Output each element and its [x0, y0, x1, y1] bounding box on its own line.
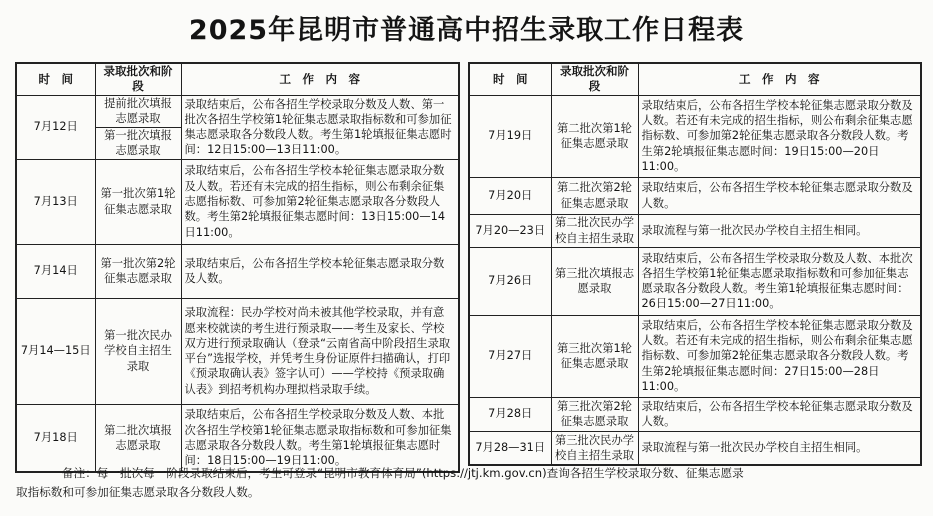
- table-row: [16, 298, 459, 404]
- row-stage: 第二批次民办学校自主招生录取: [551, 214, 638, 247]
- row-time: 7月28—31日: [469, 431, 551, 465]
- row-stage: 第一批次第1轮征集志愿录取: [95, 159, 181, 244]
- page-title: 2025年昆明市普通高中招生录取工作日程表: [188, 15, 745, 46]
- row-time: 7月20日: [469, 177, 551, 214]
- schedule-table-left: [15, 62, 460, 473]
- row-time: 7月12日: [16, 95, 95, 159]
- row-stage: 第三批次民办学校自主招生录取: [551, 431, 638, 465]
- row-time: 7月27日: [469, 315, 551, 397]
- row-content: 录取流程与第一批次民办学校自主招生相同。: [638, 431, 921, 465]
- row-stage: 第三批次填报志愿录取: [551, 247, 638, 315]
- table-row: [469, 315, 921, 397]
- row-time: 7月14—15日: [16, 298, 95, 404]
- row-stage: 提前批次填报志愿录取: [95, 95, 181, 127]
- row-content: 录取结束后，公布各招生学校录取分数及人数、本批次各招生学校第1轮征集志愿录取指标数和可参加征集志愿录取各分数段人数。考生第1轮填报征集志愿时间：18日15:00—19日11:00。: [181, 404, 459, 472]
- row-stage: 第三批次第1轮征集志愿录取: [551, 315, 638, 397]
- row-content: 录取结束后，公布各招生学校本轮征集志愿录取分数及人数。若还有未完成的招生指标，则公布剩余征集志愿指标数、可参加第2轮征集志愿录取各分数段人数。考生第2轮填报征集志愿时间：19日15:00—20日11:00。: [638, 95, 921, 177]
- row-time: 7月20—23日: [469, 214, 551, 247]
- row-content: 录取流程：民办学校对尚未被其他学校录取，并有意愿来校就读的考生进行预录取——考生及家长、学校双方进行预录取确认（登录“云南省高中阶段招生录取平台”选报学校，并凭考生身份证原件扫描确认，打印《预录取确认表》签字认可）——学校持《预录取确认表》到招考机构办理拟档录取手续。: [181, 298, 459, 404]
- table-row: [16, 95, 459, 127]
- schedule-table-right: [468, 62, 922, 466]
- row-stage: 第二批次第2轮征集志愿录取: [551, 177, 638, 214]
- table-row: [16, 244, 459, 298]
- row-stage: 第二批次第1轮征集志愿录取: [551, 95, 638, 177]
- row-stage: 第一批次第2轮征集志愿录取: [95, 244, 181, 298]
- table-row: [469, 95, 921, 177]
- row-content: 录取结束后，公布各招生学校本轮征集志愿录取分数及人数。: [638, 177, 921, 214]
- table-row: [469, 177, 921, 214]
- row-time: 7月26日: [469, 247, 551, 315]
- row-content: 录取结束后，公布各招生学校录取分数及人数、第一批次各招生学校第1轮征集志愿录取指标数和可参加征集志愿录取各分数段人数。考生第1轮填报征集志愿时间：12日15:00—13日11:00。: [181, 95, 459, 159]
- row-content: 录取结束后，公布各招生学校本轮征集志愿录取分数及人数。若还有未完成的招生指标，则公布剩余征集志愿指标数、可参加第2轮征集志愿录取各分数段人数。考生第2轮填报征集志愿时间：13日15:00—14日11:00。: [181, 159, 459, 244]
- table-row: [16, 159, 459, 244]
- row-stage: 第一批次填报志愿录取: [95, 127, 181, 159]
- row-stage: 第一批次民办学校自主招生录取: [95, 298, 181, 404]
- table-header-row: [469, 63, 921, 95]
- row-stage: 第三批次第2轮征集志愿录取: [551, 397, 638, 431]
- header-content: 工 作 内 容: [181, 63, 459, 95]
- table-row: [469, 431, 921, 465]
- row-time: 7月18日: [16, 404, 95, 472]
- row-content: 录取结束后，公布各招生学校录取分数及人数、本批次各招生学校第1轮征集志愿录取指标数和可参加征集志愿录取各分数段人数。考生第1轮填报征集志愿时间：26日15:00—27日11:00。: [638, 247, 921, 315]
- table-row: [16, 404, 459, 472]
- footnote-line-1: 备注：每一批次每一阶段录取结束后，考生可登录“昆明市教育体育局”(https://jtj.km.gov.cn)查询各招生学校录取分数、征集志愿录: [62, 466, 744, 480]
- row-time: 7月19日: [469, 95, 551, 177]
- row-content: 录取结束后，公布各招生学校本轮征集志愿录取分数及人数。: [181, 244, 459, 298]
- table-row: [469, 397, 921, 431]
- table-header-row: [16, 63, 459, 95]
- table-row: [469, 214, 921, 247]
- footnote-line-2: 取指标数和可参加征集志愿录取各分数段人数。: [16, 485, 260, 499]
- header-stage: 录取批次和阶段: [95, 63, 181, 95]
- header-stage: 录取批次和阶段: [551, 63, 638, 95]
- row-time: 7月28日: [469, 397, 551, 431]
- row-stage: 第二批次填报志愿录取: [95, 404, 181, 472]
- row-content: 录取结束后，公布各招生学校本轮征集志愿录取分数及人数。若还有未完成的招生指标，则公布剩余征集志愿指标数、可参加第2轮征集志愿录取各分数段人数。考生第2轮填报征集志愿时间：27日15:00—28日11:00。: [638, 315, 921, 397]
- row-time: 7月14日: [16, 244, 95, 298]
- row-content: 录取结束后，公布各招生学校本轮征集志愿录取分数及人数。: [638, 397, 921, 431]
- header-time: 时 间: [16, 63, 95, 95]
- table-row: [469, 247, 921, 315]
- row-time: 7月13日: [16, 159, 95, 244]
- header-time: 时 间: [469, 63, 551, 95]
- footnote: [16, 464, 907, 502]
- row-content: 录取流程与第一批次民办学校自主招生相同。: [638, 214, 921, 247]
- header-content: 工 作 内 容: [638, 63, 921, 95]
